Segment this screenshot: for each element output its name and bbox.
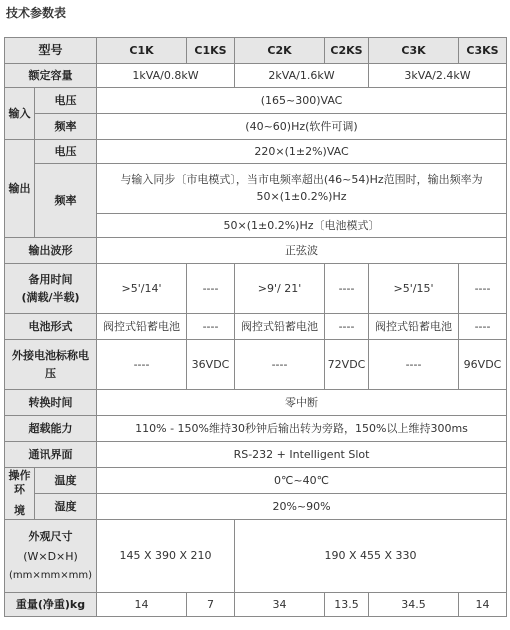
table-row	[5, 238, 507, 264]
backup-time-c3k: >5'/15'	[369, 264, 459, 314]
transfer-time-label: 转换时间	[5, 390, 97, 416]
table-row	[5, 64, 507, 88]
humidity-label: 湿度	[35, 494, 97, 520]
dimensions-c2-c3: 190 X 455 X 330	[235, 520, 507, 593]
ext-battery-c1k: ----	[97, 340, 187, 390]
input-voltage-value: (165~300)VAC	[97, 88, 507, 114]
ext-battery-c2ks: 72VDC	[325, 340, 369, 390]
dimensions-label-line3: (mm×mm×mm)	[9, 569, 93, 581]
comm-label: 通讯界面	[5, 442, 97, 468]
environment-label	[5, 468, 35, 520]
output-label: 输出	[5, 140, 35, 238]
input-frequency-value: (40~60)Hz(软件可调)	[97, 114, 507, 140]
spec-table	[4, 37, 507, 617]
battery-type-c2k: 阀控式铅蓄电池	[235, 314, 325, 340]
table-row	[5, 88, 507, 114]
rated-capacity-label: 额定容量	[5, 64, 97, 88]
temperature-label: 温度	[35, 468, 97, 494]
table-row	[5, 314, 507, 340]
battery-type-c1k: 阀控式铅蓄电池	[97, 314, 187, 340]
ext-battery-c3k: ----	[369, 340, 459, 390]
table-row	[5, 264, 507, 314]
rated-capacity-c2: 2kVA/1.6kW	[235, 64, 369, 88]
overload-label: 超载能力	[5, 416, 97, 442]
table-row	[5, 468, 507, 494]
model-c3k: C3K	[369, 38, 459, 64]
environment-label-line2: 境	[14, 504, 25, 518]
input-label: 输入	[5, 88, 35, 140]
page-title: 技术参数表	[6, 6, 67, 20]
ext-battery-c2k: ----	[235, 340, 325, 390]
ext-battery-label	[5, 340, 97, 390]
table-row	[5, 38, 507, 64]
table-row	[5, 114, 507, 140]
battery-type-c3k: 阀控式铅蓄电池	[369, 314, 459, 340]
model-c1k: C1K	[97, 38, 187, 64]
backup-time-label-line1: 备用时间	[28, 272, 73, 286]
weight-c2ks: 13.5	[325, 593, 369, 617]
ext-battery-label-line1: 外接电池标称电	[12, 348, 89, 362]
table-row	[5, 416, 507, 442]
model-c2ks: C2KS	[325, 38, 369, 64]
battery-type-c2ks: ----	[325, 314, 369, 340]
output-frequency-label: 频率	[35, 164, 97, 238]
ext-battery-label-line2: 压	[45, 366, 56, 380]
input-frequency-label: 频率	[35, 114, 97, 140]
ext-battery-c1ks: 36VDC	[187, 340, 235, 390]
output-voltage-label: 电压	[35, 140, 97, 164]
table-row	[5, 164, 507, 214]
backup-time-label	[5, 264, 97, 314]
battery-type-label: 电池形式	[5, 314, 97, 340]
output-voltage-value: 220×(1±2%)VAC	[97, 140, 507, 164]
backup-time-c2k: >9'/ 21'	[235, 264, 325, 314]
backup-time-c1k: >5'/14'	[97, 264, 187, 314]
weight-c3k: 34.5	[369, 593, 459, 617]
backup-time-c3ks: ----	[459, 264, 507, 314]
ext-battery-c3ks: 96VDC	[459, 340, 507, 390]
table-row	[5, 340, 507, 390]
battery-type-c3ks: ----	[459, 314, 507, 340]
backup-time-c2ks: ----	[325, 264, 369, 314]
model-c1ks: C1KS	[187, 38, 235, 64]
table-row	[5, 593, 507, 617]
weight-c1k: 14	[97, 593, 187, 617]
table-row	[5, 442, 507, 468]
humidity-value: 20%~90%	[97, 494, 507, 520]
output-frequency-line1: 与输入同步〔市电模式〕，当市电频率超出(46~54)Hz范围时，输出频率为	[120, 173, 483, 187]
temperature-value: 0℃~40℃	[97, 468, 507, 494]
overload-value: 110% - 150%维持30秒钟后输出转为旁路，150%以上维持300ms	[97, 416, 507, 442]
output-frequency-line2: 50×(1±0.2%)Hz	[256, 190, 347, 203]
output-frequency-battery: 50×(1±0.2%)Hz〔电池模式〕	[97, 214, 507, 238]
model-c2k: C2K	[235, 38, 325, 64]
model-header: 型号	[5, 38, 97, 64]
transfer-time-value: 零中断	[97, 390, 507, 416]
dimensions-label-line1: 外观尺寸	[28, 530, 73, 543]
rated-capacity-c3: 3kVA/2.4kW	[369, 64, 507, 88]
comm-value: RS-232 + Intelligent Slot	[97, 442, 507, 468]
waveform-label: 输出波形	[5, 238, 97, 264]
weight-c1ks: 7	[187, 593, 235, 617]
table-row	[5, 520, 507, 593]
dimensions-label	[5, 520, 97, 593]
environment-label-line1: 操作环	[8, 468, 31, 496]
backup-time-label-line2: (满载/半载)	[21, 290, 80, 304]
model-c3ks: C3KS	[459, 38, 507, 64]
output-frequency-value	[97, 164, 507, 214]
table-row	[5, 390, 507, 416]
rated-capacity-c1: 1kVA/0.8kW	[97, 64, 235, 88]
dimensions-label-line2: (W×D×H)	[23, 549, 78, 563]
weight-c2k: 34	[235, 593, 325, 617]
backup-time-c1ks: ----	[187, 264, 235, 314]
table-row	[5, 140, 507, 164]
battery-type-c1ks: ----	[187, 314, 235, 340]
weight-label: 重量(净重)kg	[5, 593, 97, 617]
weight-c3ks: 14	[459, 593, 507, 617]
waveform-value: 正弦波	[97, 238, 507, 264]
dimensions-c1: 145 X 390 X 210	[97, 520, 235, 593]
table-row	[5, 494, 507, 520]
input-voltage-label: 电压	[35, 88, 97, 114]
